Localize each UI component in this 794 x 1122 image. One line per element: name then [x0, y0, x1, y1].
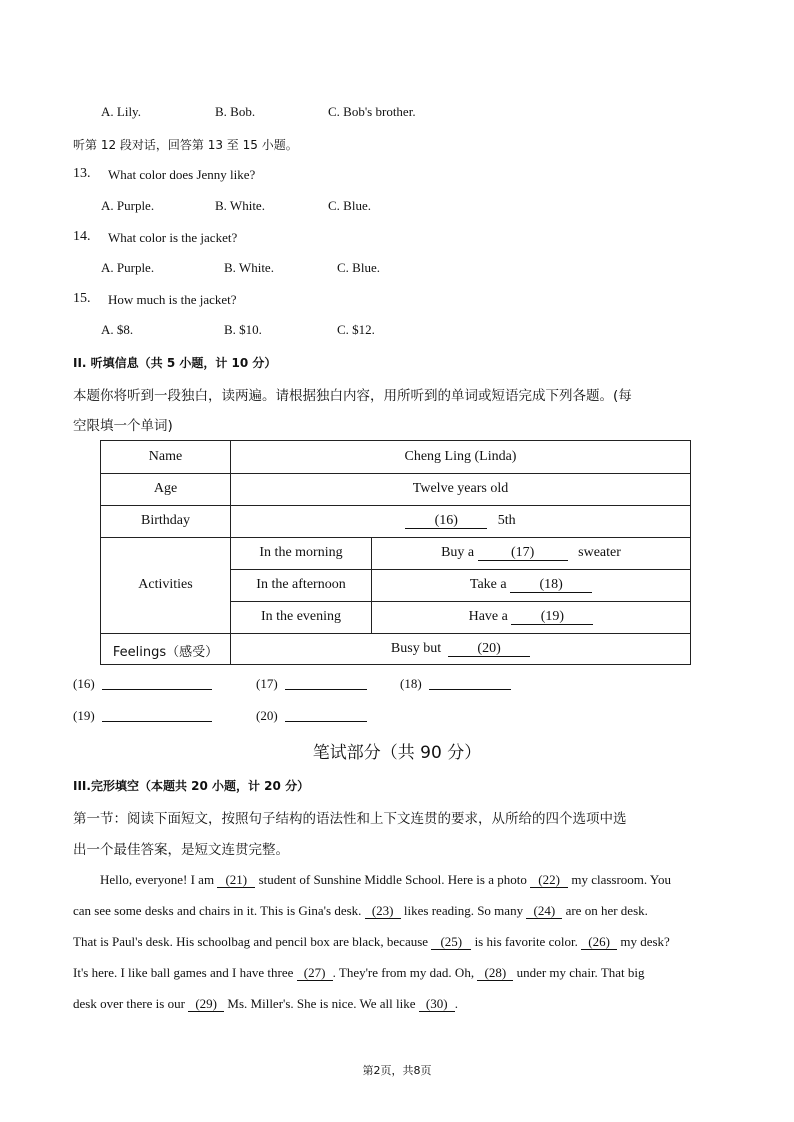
blank-30[interactable]: (30) [419, 997, 455, 1012]
answer-blank-18[interactable] [429, 689, 511, 690]
q13-option-b: B. White. [215, 198, 265, 213]
q13-number: 13. [73, 166, 91, 181]
feelings-value [231, 641, 690, 657]
section3-instruction-line1: 第一节：阅读下面短文，按照句子结构的语法性和上下文连贯的要求，从所给的四个选项中选 [73, 811, 627, 827]
blank-17[interactable]: (17) [478, 546, 568, 561]
blank-29[interactable]: (29) [188, 997, 224, 1012]
section3-heading: III.完形填空（本题共 20 小题，计 20 分） [73, 779, 310, 793]
q15-option-c: C. $12. [337, 322, 375, 337]
dialogue12-instruction: 听第 12 段对话，回答第 13 至 15 小题。 [73, 138, 298, 152]
answer-blank-17[interactable] [285, 689, 367, 690]
passage-line-2: can see some desks and chairs in it. This is Gina's desk. (23) likes reading. So many (24) are on her desk. [73, 903, 648, 918]
answer-line-18: (18) [400, 676, 511, 692]
passage-line-5: desk over there is our (29) Ms. Miller's. She is nice. We all like (30) . [73, 996, 459, 1011]
age-value: Twelve years old [412, 481, 509, 496]
afternoon-label: In the afternoon [256, 577, 346, 592]
answer-line-16: (16) [73, 676, 212, 692]
page-footer: 第2页，共8页 [362, 1064, 432, 1077]
section2-heading: II. 听填信息（共 5 小题，计 10 分） [73, 356, 277, 370]
morning-prefix: Buy a [441, 545, 475, 560]
evening-value [372, 609, 690, 625]
section3-instruction-line2: 出一个最佳答案，是短文连贯完整。 [73, 842, 289, 858]
blank-20[interactable]: (20) [448, 642, 530, 657]
passage-line-1: Hello, everyone! I am (21) student of Sunshine Middle School. Here is a photo (22) my classroom. You [100, 872, 672, 887]
blank-28[interactable]: (28) [477, 966, 513, 981]
answer-line-19: (19) [73, 708, 212, 724]
written-part-title: 笔试部分（共 90 分） [312, 743, 482, 763]
blank-18[interactable]: (18) [510, 578, 592, 593]
answer-blank-19[interactable] [102, 721, 212, 722]
feelings-prefix: Busy but [390, 641, 442, 656]
morning-suffix: sweater [578, 545, 621, 560]
blank-22[interactable]: (22) [530, 873, 568, 888]
q13-text: What color does Jenny like? [108, 167, 256, 182]
blank-24[interactable]: (24) [526, 904, 562, 919]
blank-26[interactable]: (26) [581, 935, 617, 950]
answer-line-17: (17) [256, 676, 367, 692]
blank-27[interactable]: (27) [297, 966, 333, 981]
morning-label: In the morning [259, 545, 343, 560]
morning-value [372, 545, 690, 561]
info-table [100, 440, 691, 665]
blank-21[interactable]: (21) [217, 873, 255, 888]
name-label: Name [148, 449, 183, 464]
q14-text: What color is the jacket? [108, 230, 238, 245]
answer-blank-20[interactable] [285, 721, 367, 722]
q14-number: 14. [73, 229, 91, 244]
afternoon-prefix: Take a [469, 577, 507, 592]
q15-number: 15. [73, 291, 91, 306]
q14-option-a: A. Purple. [101, 260, 155, 275]
blank-25[interactable]: (25) [431, 935, 471, 950]
answer-line-20: (20) [256, 708, 367, 724]
blank-16[interactable]: (16) [405, 514, 487, 529]
birthday-label: Birthday [141, 513, 190, 528]
evening-prefix: Have a [468, 609, 508, 624]
answer-blank-16[interactable] [102, 689, 212, 690]
passage-line-4: It's here. I like ball games and I have three (27) . They're from my dad. Oh, (28) under my chair. That big [73, 965, 645, 980]
q15-option-b: B. $10. [224, 322, 262, 337]
age-label: Age [153, 481, 178, 496]
q14-option-c: C. Blue. [337, 260, 380, 275]
passage-line-3: That is Paul's desk. His schoolbag and pencil box are black, because (25) is his favorite color. (26) my desk? [73, 934, 670, 949]
birthday-value [231, 513, 690, 529]
feelings-label: Feelings（感受） [112, 645, 219, 660]
afternoon-value [372, 577, 690, 593]
section2-instruction-line2: 空限填一个单词) [73, 418, 173, 434]
evening-label: In the evening [260, 609, 342, 624]
birthday-suffix: 5th [497, 513, 516, 528]
name-value: Cheng Ling (Linda) [404, 449, 517, 464]
blank-23[interactable]: (23) [365, 904, 401, 919]
q12-option-a: A. Lily. [101, 104, 141, 119]
q15-text: How much is the jacket? [108, 292, 237, 307]
q12-option-c: C. Bob's brother. [328, 104, 416, 119]
q13-option-c: C. Blue. [328, 198, 371, 213]
q14-option-b: B. White. [224, 260, 274, 275]
q15-option-a: A. $8. [101, 322, 134, 337]
q12-option-b: B. Bob. [215, 104, 256, 119]
blank-19[interactable]: (19) [511, 610, 593, 625]
q13-option-a: A. Purple. [101, 198, 155, 213]
section2-instruction-line1: 本题你将听到一段独白，读两遍。请根据独白内容，用所听到的单词或短语完成下列各题。(每 [73, 388, 632, 404]
activities-label: Activities [138, 577, 193, 592]
